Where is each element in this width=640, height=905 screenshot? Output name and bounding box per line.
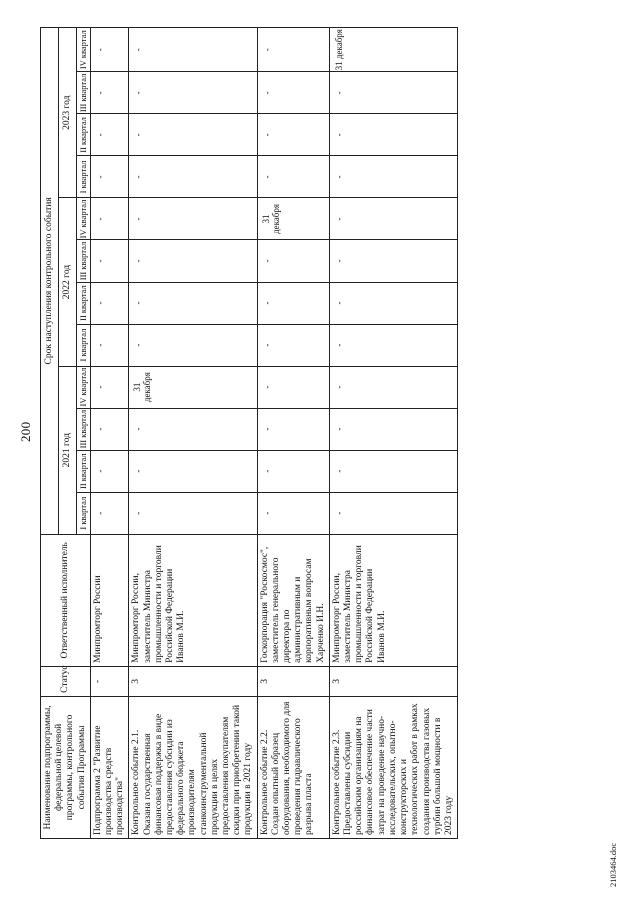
- quarter-cell: -: [329, 450, 457, 492]
- quarter-cell: -: [129, 114, 257, 156]
- quarter-cell: -: [90, 408, 129, 450]
- header-quarter: IV квартал: [77, 28, 91, 72]
- table-row: [329, 28, 457, 839]
- quarter-cell: [329, 28, 457, 72]
- header-quarter: II квартал: [77, 282, 91, 324]
- header-quarter: IV квартал: [77, 198, 91, 240]
- row-status: 3: [129, 666, 257, 696]
- quarter-cell: -: [129, 240, 257, 282]
- quarter-cell: -: [90, 282, 129, 324]
- row-executor: Минпромторг России, заместитель Министра промышленности и торговли Российской Федерации Иванов М.И.: [129, 534, 257, 666]
- quarter-cell: -: [129, 324, 257, 366]
- quarter-cell: -: [90, 72, 129, 114]
- quarter-cell: -: [90, 366, 129, 408]
- row-name: Контрольное событие 2.2. Создан опытный образец оборудования, необходимого для проведения гидравлического разрыва пласта: [257, 696, 329, 838]
- quarter-cell: -: [90, 324, 129, 366]
- header-quarter: III квартал: [77, 72, 91, 114]
- header-year: 2023 год: [59, 28, 77, 198]
- quarter-cell: -: [129, 492, 257, 534]
- quarter-cell: [257, 198, 329, 240]
- quarter-cell: -: [329, 72, 457, 114]
- row-status: 3: [257, 666, 329, 696]
- quarter-cell: -: [90, 28, 129, 72]
- quarter-cell: -: [257, 114, 329, 156]
- quarter-cell: -: [257, 366, 329, 408]
- quarter-cell: -: [257, 156, 329, 198]
- quarter-cell: -: [90, 450, 129, 492]
- row-name: Контрольное событие 2.3. Предоставлены субсидии российским организациям на финансовое обеспечение части затрат на проведение научно-исследовательских, опытно-конструкторских и технологических работ в рамках создания производства газовых турбин большой мощности в 2023 году: [329, 696, 457, 838]
- header-year: 2021 год: [59, 366, 77, 534]
- deadline-date: 31 декабря: [260, 203, 281, 234]
- quarter-cell: -: [329, 492, 457, 534]
- quarter-cell: -: [129, 72, 257, 114]
- rotated-page: 200 Наименование подпрограммы, федеральной целевой программы, контрольного события Программы Статус Ответственный исполнитель Срок наступления контрольного события 2021 год 2022 год 2023 год I квартал II квартал III квартал IV квартал I квартал II квартал III квартал IV квартал I квартал II квартал III квартал IV квартал Подпрограмма 2 "Развитие производства средств производства" - Минпромторг России - - - - - - - - - - - - Контрольное событие 2.1. Оказана государственная финансовая поддержка в виде предоставления субсидии из федерального бюджета производителям станкоинструментальной продукции в целях предоставления покупателям скидки при приобретении такой продукции в 2021 году 3 Минпромторг России, заместитель Министра промышленности и торговли Российской Федерации Иванов М.И. - - - 31 декабря - - - - - - - - Контрольное событие 2.2. Создан опытный образец оборудования, необходимого для проведения гидравлического разрыва пласта 3 Госкорпорация "Роскосмос", заместитель генерального директора по административным и корпоративным вопросам Харченко И.Н. - - - - - - - 31 декабря - - - - Контрольное событие 2.3. Предоставлены субсидии российским организациям на финансовое обеспечение части затрат на проведение научно-исследовательских, опытно-конструкторских и технологических работ в рамках создания производства газовых турбин большой мощности в 2023 году 3 Минпромторг России, заместитель Министра промышленности и торговли Российской Федерации Иванов М.И. - - - - - - - - - - - 31 декабря 2103464.doc: [0, 0, 640, 905]
- header-quarter: I квартал: [77, 324, 91, 366]
- header-status: Статус: [41, 666, 91, 696]
- table-row: [257, 28, 329, 839]
- quarter-cell: -: [129, 28, 257, 72]
- deadline-date: 31 декабря: [132, 372, 153, 403]
- quarter-cell: -: [329, 156, 457, 198]
- quarter-cell: -: [257, 240, 329, 282]
- quarter-cell: -: [257, 492, 329, 534]
- header-quarter: III квартал: [77, 408, 91, 450]
- table-row: [90, 28, 129, 839]
- header-quarter: I квартал: [77, 492, 91, 534]
- quarter-cell: -: [329, 366, 457, 408]
- row-status: -: [90, 666, 129, 696]
- header-name: Наименование подпрограммы, федеральной целевой программы, контрольного события Программы: [41, 696, 91, 838]
- quarter-cell: -: [90, 156, 129, 198]
- quarter-cell: -: [329, 282, 457, 324]
- quarter-cell: -: [257, 450, 329, 492]
- quarter-cell: -: [129, 282, 257, 324]
- control-events-table: [40, 27, 458, 839]
- quarter-cell: [129, 366, 257, 408]
- row-executor: Госкорпорация "Роскосмос", заместитель генерального директора по административным и корпоративным вопросам Харченко И.Н.: [257, 534, 329, 666]
- quarter-cell: -: [329, 198, 457, 240]
- row-executor: Минпромторг России, заместитель Министра промышленности и торговли Российской Федерации Иванов М.И.: [329, 534, 457, 666]
- quarter-cell: -: [329, 240, 457, 282]
- header-quarter: III квартал: [77, 240, 91, 282]
- deadline-date: 31 декабря: [333, 29, 344, 71]
- quarter-cell: -: [129, 198, 257, 240]
- header-year: 2022 год: [59, 198, 77, 366]
- quarter-cell: -: [90, 240, 129, 282]
- quarter-cell: -: [257, 408, 329, 450]
- row-status: 3: [329, 666, 457, 696]
- header-term: Срок наступления контрольного события: [41, 28, 59, 535]
- quarter-cell: -: [90, 492, 129, 534]
- quarter-cell: -: [329, 324, 457, 366]
- header-quarter: II квартал: [77, 114, 91, 156]
- header-quarter: II квартал: [77, 450, 91, 492]
- quarter-cell: -: [257, 72, 329, 114]
- quarter-cell: -: [257, 28, 329, 72]
- quarter-cell: -: [90, 198, 129, 240]
- quarter-cell: -: [329, 408, 457, 450]
- quarter-cell: -: [129, 408, 257, 450]
- table-row: [129, 28, 257, 839]
- row-name: Подпрограмма 2 "Развитие производства средств производства": [90, 696, 129, 838]
- quarter-cell: -: [129, 156, 257, 198]
- quarter-cell: -: [257, 324, 329, 366]
- row-executor: Минпромторг России: [90, 534, 129, 666]
- document-footer: 2103464.doc: [608, 842, 618, 887]
- row-name: Контрольное событие 2.1. Оказана государственная финансовая поддержка в виде предоставления субсидии из федерального бюджета производителям станкоинструментальной продукции в целях предоставления покупателям скидки при приобретении такой продукции в 2021 году: [129, 696, 257, 838]
- header-executor: Ответственный исполнитель: [41, 534, 91, 666]
- quarter-cell: -: [257, 282, 329, 324]
- quarter-cell: -: [329, 114, 457, 156]
- header-quarter: IV квартал: [77, 366, 91, 408]
- quarter-cell: -: [129, 450, 257, 492]
- quarter-cell: -: [90, 114, 129, 156]
- header-quarter: I квартал: [77, 156, 91, 198]
